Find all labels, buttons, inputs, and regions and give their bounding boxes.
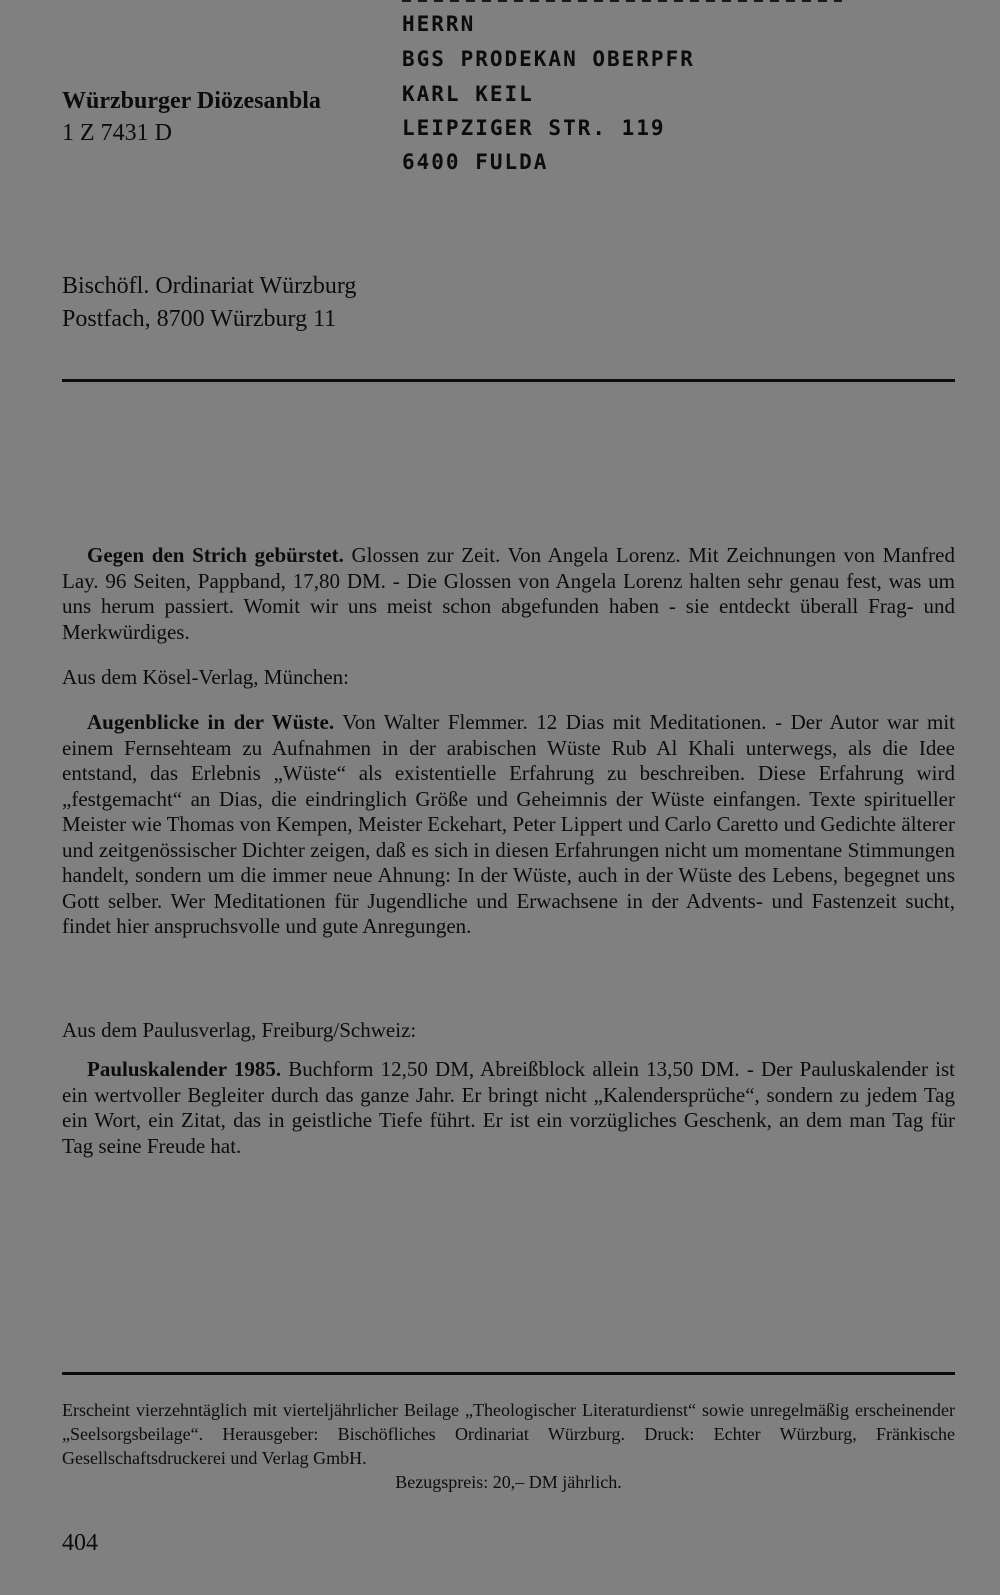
publisher-heading-koesel: Aus dem Kösel-Verlag, München:	[62, 665, 349, 689]
address-line-1: HERRN	[402, 12, 476, 36]
sender-line-1: Bischöfl. Ordinariat Würzburg	[62, 273, 357, 299]
publisher-heading-paulus: Aus dem Paulusverlag, Freiburg/Schweiz:	[62, 1018, 417, 1042]
entry-paragraph	[62, 543, 955, 645]
entry-title: Pauluskalender 1985.	[87, 1057, 282, 1081]
entry-title: Augenblicke in der Wüste.	[87, 710, 335, 734]
impressum	[62, 1398, 955, 1494]
address-line-5: 6400 FULDA	[402, 150, 549, 174]
entry-text: Glossen zur Zeit. Von Angela Lorenz. Mit Zeichnungen von Manfred Lay. 96 Seiten, Pappband, 17,80 DM. - Die Glossen von Angela Lorenz halten sehr genau fest, was um uns herum passiert. Womit wir uns meist schon abgefunden haben - sie entdeckt überall Frag- und Merkwürdiges.	[62, 543, 955, 644]
sender-line-2: Postfach, 8700 Würzburg 11	[62, 306, 337, 332]
entry-pauluskalender	[62, 1057, 955, 1159]
masthead-code: 1 Z 7431 D	[62, 120, 172, 146]
entry-text: Von Walter Flemmer. 12 Dias mit Meditationen. - Der Autor war mit einem Fernsehteam zu Aufnahmen in der arabischen Wüste Rub Al Khali unterwegs, als die Idee entstand, das Erlebnis „Wüste“ als existentielle Erfahrung zu beschreiben. Diese Erfahrung wird „festgemacht“ an Dias, die eindringlich Größe und Geheimnis der Wüste einfangen. Texte spiritueller Meister wie Thomas von Kempen, Meister Eckehart, Peter Lippert und Carlo Caretto und Gedichte älterer und zeitgenössischer Dichter zeigen, daß es sich in diesen Erfahrungen nicht um momentane Stimmungen handelt, sondern um die immer neue Ahnung: In der Wüste, auch in der Wüste des Lebens, begegnet uns Gott selber. Wer Meditationen für Jugendliche und Erwachsene in der Advents- und Fastenzeit sucht, findet hier anspruchsvolle und gute Anregungen.	[62, 710, 955, 938]
address-line-3: KARL KEIL	[402, 82, 534, 106]
top-rule	[62, 379, 955, 382]
impressum-text: Erscheint vierzehntäglich mit vierteljährlicher Beilage „Theologischer Literaturdienst“ sowie unregelmäßig erscheinender „Seelsorgsbeilage“. Herausgeber: Bischöfliches Ordinariat Würzburg. Druck: Echter Würzburg, Fränkische Gesellschaftsdruckerei und Verlag GmbH.	[62, 1400, 955, 1468]
entry-augenblicke-in-der-wueste	[62, 710, 955, 940]
sender-address	[62, 270, 356, 336]
address-label	[402, 12, 695, 175]
masthead-title: Würzburger Diözesanbla	[62, 88, 321, 114]
entry-paragraph	[62, 710, 955, 940]
entry-title: Gegen den Strich gebürstet.	[87, 543, 344, 567]
label-top-fragment	[402, 0, 842, 8]
entry-text: Buchform 12,50 DM, Abreißblock allein 13,50 DM. - Der Pauluskalender ist ein wertvoller Begleiter durch das ganze Jahr. Er bringt nicht „Kalendersprüche“, sondern zu jedem Tag ein Wort, ein Zitat, das in geistliche Tiefe führt. Er ist ein vorzügliches Geschenk, an dem man Tag für Tag seine Freude hat.	[62, 1057, 956, 1158]
address-line-4: LEIPZIGER STR. 119	[402, 116, 666, 140]
page-number: 404	[62, 1530, 98, 1556]
subscription-price: Bezugspreis: 20,– DM jährlich.	[395, 1472, 622, 1492]
masthead	[62, 85, 321, 149]
address-line-2: BGS PRODEKAN OBERPFR	[402, 47, 695, 71]
entry-gegen-den-strich	[62, 543, 955, 645]
entry-paragraph	[62, 1057, 955, 1159]
bottom-rule	[62, 1372, 955, 1375]
